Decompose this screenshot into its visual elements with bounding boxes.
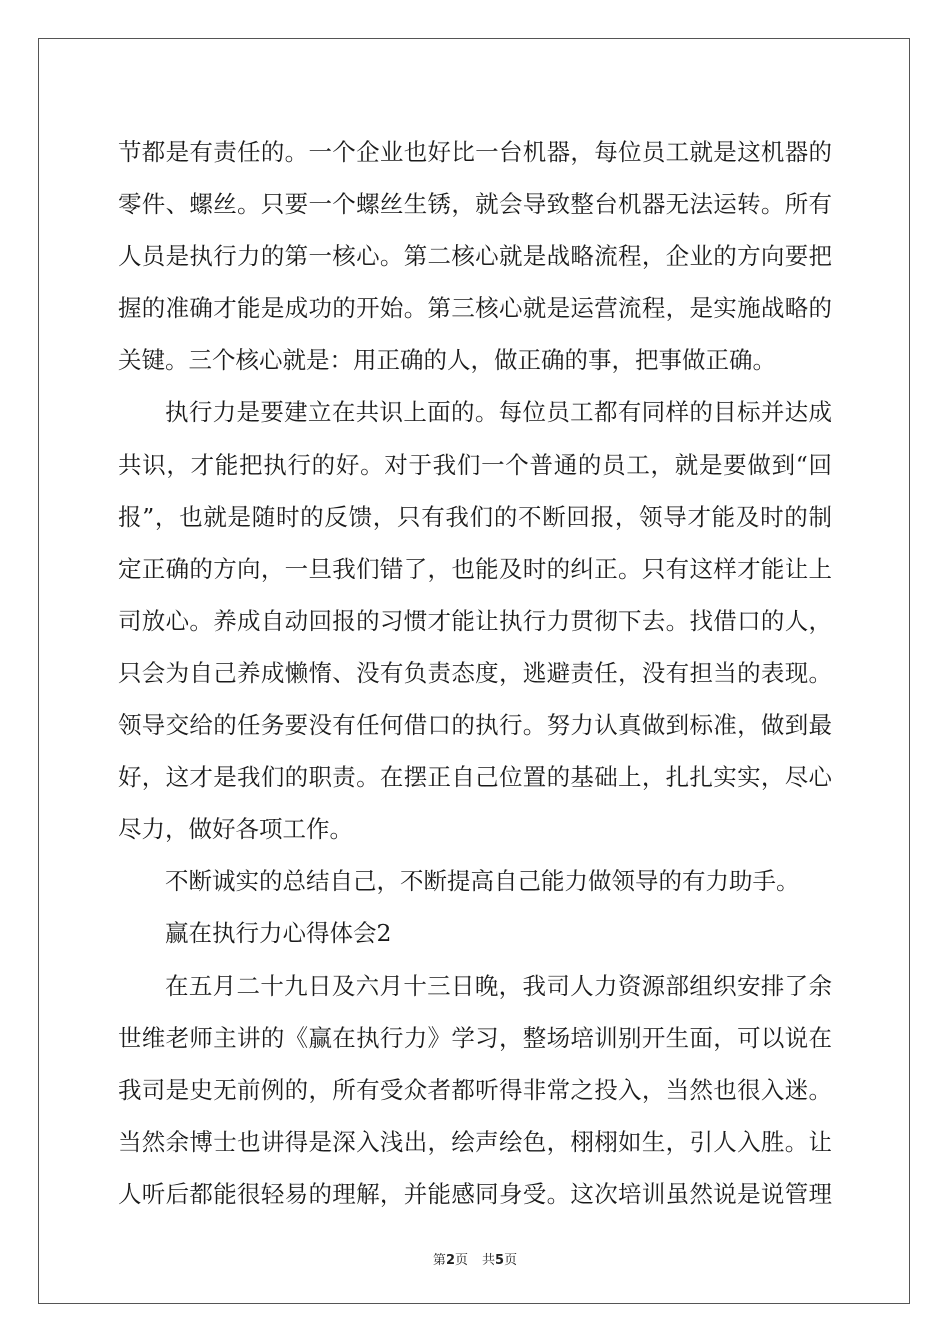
text-line: 在五月二十九日及六月十三日晚，我司人力资源部组织安排了余 bbox=[165, 971, 832, 1000]
page-suffix: 页 bbox=[454, 1253, 468, 1268]
document-body bbox=[118, 126, 832, 1220]
total-suffix: 页 bbox=[504, 1253, 518, 1268]
text-line: 当然余博士也讲得是深入浅出，绘声绘色，栩栩如生，引人入胜。让 bbox=[118, 1127, 832, 1156]
text-line: 我司是史无前例的，所有受众者都听得非常之投入，当然也很入迷。 bbox=[118, 1075, 832, 1104]
text-line: 节都是有责任的。一个企业也好比一台机器，每位员工就是这机器的 bbox=[118, 138, 832, 166]
text-line: 只会为自己养成懒惰、没有负责态度，逃避责任，没有担当的表现。 bbox=[118, 658, 832, 687]
text-line: 赢在执行力心得体会2 bbox=[165, 919, 392, 948]
text-line: 报”，也就是随时的反馈，只有我们的不断回报，领导才能及时的制 bbox=[118, 502, 832, 531]
text-line: 不断诚实的总结自己，不断提高自己能力做领导的有力助手。 bbox=[165, 867, 800, 896]
page-footer bbox=[0, 1249, 950, 1268]
text-line: 司放心。养成自动回报的习惯才能让执行力贯彻下去。找借口的人， bbox=[118, 606, 832, 635]
text-line: 领导交给的任务要没有任何借口的执行。努力认真做到标准，做到最 bbox=[118, 711, 832, 740]
text-line: 人听后都能很轻易的理解，并能感同身受。这次培训虽然说是说管理 bbox=[118, 1179, 832, 1208]
total-pages: 5 bbox=[495, 1253, 505, 1268]
page-number: 2 bbox=[445, 1253, 455, 1268]
text-line: 人员是执行力的第一核心。第二核心就是战略流程，企业的方向要把 bbox=[118, 242, 832, 271]
total-prefix: 共 bbox=[482, 1253, 496, 1268]
text-line: 零件、螺丝。只要一个螺丝生锈，就会导致整台机器无法运转。所有 bbox=[118, 190, 832, 219]
text-line: 关键。三个核心就是：用正确的人，做正确的事，把事做正确。 bbox=[118, 346, 776, 375]
text-line: 握的准确才能是成功的开始。第三核心就是运营流程，是实施战略的 bbox=[118, 294, 832, 323]
text-line: 定正确的方向，一旦我们错了，也能及时的纠正。只有这样才能让上 bbox=[118, 554, 832, 583]
text-line: 尽力，做好各项工作。 bbox=[118, 815, 353, 844]
text-line: 好，这才是我们的职责。在摆正自己位置的基础上，扎扎实实，尽心 bbox=[118, 763, 832, 792]
page-prefix: 第 bbox=[432, 1253, 446, 1268]
text-line: 共识，才能把执行的好。对于我们一个普通的员工，就是要做到“回 bbox=[118, 450, 832, 479]
text-line: 世维老师主讲的《赢在执行力》学习，整场培训别开生面，可以说在 bbox=[118, 1023, 832, 1052]
text-line: 执行力是要建立在共识上面的。每位员工都有同样的目标并达成 bbox=[165, 398, 832, 427]
